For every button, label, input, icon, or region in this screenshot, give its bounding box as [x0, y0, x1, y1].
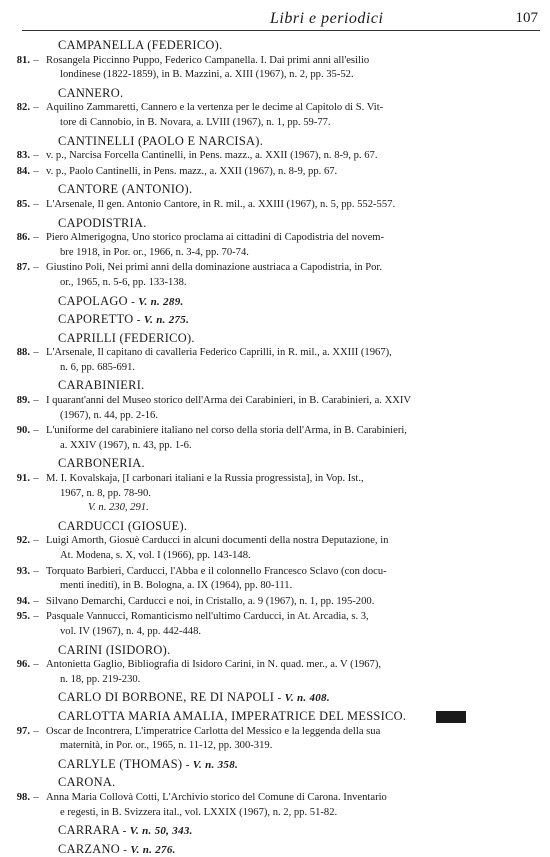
entry-line: Piero Almerigogna, Uno storico proclama ai cittadini di Capodistria del novem-: [46, 232, 385, 244]
entry-text: [42, 346, 543, 375]
entry-text: [42, 165, 543, 180]
cross-reference: - V. n. 276.: [123, 843, 176, 856]
entry-line: v. p., Paolo Cantinelli, in Pens. mazz., a. XXII (1967), n. 8-9, pp. 67.: [46, 165, 338, 177]
entry-dash: –: [33, 232, 39, 244]
entry-number: 86.: [16, 232, 30, 244]
entry-line-continued: 1967, n. 8, pp. 78-90.: [60, 487, 151, 499]
entry-number: 87.: [16, 262, 30, 274]
entry-text: [42, 610, 543, 639]
entry-number: 92.: [16, 535, 30, 547]
entry-dash: –: [33, 725, 39, 737]
entry-number: 94.: [16, 595, 30, 607]
entry-text: [42, 394, 543, 423]
bibliography-entry: [0, 725, 550, 754]
entry-text: [42, 54, 543, 83]
heading-text: CAMPANELLA (FEDERICO).: [58, 38, 223, 52]
bibliography-entry: [0, 394, 550, 423]
heading-text: CARLO DI BORBONE, RE DI NAPOLI: [58, 690, 275, 705]
black-marker: [436, 711, 466, 723]
bibliography-entry: [0, 165, 550, 180]
entry-dash: –: [33, 198, 39, 210]
entry-number: 81.: [16, 54, 30, 66]
entry-text: [42, 658, 543, 687]
entry-number: 89.: [16, 395, 30, 407]
bibliography-list: [0, 38, 550, 857]
entry-text: [42, 595, 543, 610]
entry-text: [42, 534, 543, 563]
entry-dash: –: [33, 165, 39, 177]
entry-line-continued: (1967), n. 44, pp. 2-16.: [60, 409, 158, 421]
entry-line-continued: vol. IV (1967), n. 4, pp. 442-448.: [60, 625, 202, 637]
section-heading: [0, 775, 550, 790]
section-heading: [0, 690, 550, 706]
cross-reference: - V. n. 50, 343.: [122, 825, 193, 838]
entry-number: 97.: [16, 725, 30, 737]
bibliography-entry: [0, 198, 550, 213]
heading-text: CARZANO: [58, 841, 120, 856]
heading-text: CANTORE (ANTONIO).: [58, 182, 193, 197]
entry-line-continued: londinese (1822-1859), in B. Mazzini, a. XIII (1967), n. 2, pp. 35-52.: [60, 69, 354, 81]
entry-number: 95.: [16, 611, 30, 623]
entry-dash: –: [33, 150, 39, 162]
entry-dash: –: [33, 425, 39, 437]
entry-dash: –: [33, 54, 39, 66]
entry-line: Antonietta Gaglio, Bibliografia di Isidoro Carini, in N. quad. mer., a. V (1967),: [46, 659, 382, 671]
entry-dash: –: [33, 395, 39, 407]
entry-number: 85.: [16, 198, 30, 210]
entry-text: [42, 101, 543, 130]
heading-text: CARINI (ISIDORO).: [58, 642, 171, 657]
entry-number: 88.: [16, 347, 30, 359]
heading-text: CAPRILLI (FEDERICO).: [58, 330, 195, 345]
section-heading: [0, 842, 550, 857]
entry-number: 90.: [16, 425, 30, 437]
bibliography-entry: [0, 231, 550, 260]
entry-line-continued: n. 18, pp. 219-230.: [60, 673, 141, 685]
entry-number: 93.: [16, 565, 30, 577]
section-heading: [0, 134, 550, 149]
entry-line: L'Arsenale, Il gen. Antonio Cantore, in R. mil., a. XXIII (1967), n. 5, pp. 552-557.: [46, 198, 396, 210]
entry-number: 91.: [16, 473, 30, 485]
entry-text: [42, 472, 543, 501]
entry-text: [42, 424, 543, 453]
entry-line-continued: a. XXIV (1967), n. 43, pp. 1-6.: [60, 439, 192, 451]
entry-line: v. p., Narcisa Forcella Cantinelli, in Pens. mazz., a. XXII (1967), n. 8-9, p. 67.: [46, 150, 378, 162]
entry-text: [42, 198, 543, 213]
heading-text: CAPORETTO: [58, 312, 134, 327]
section-heading: [0, 294, 550, 310]
entry-dash: –: [33, 791, 39, 803]
entry-line-continued: or., 1965, n. 5-6, pp. 133-138.: [60, 276, 187, 288]
entry-line: Pasquale Vannucci, Romanticismo nell'ultimo Carducci, in At. Arcadia, s. 3,: [46, 611, 369, 623]
bibliography-entry: [0, 346, 550, 375]
entry-line: Silvano Demarchi, Carducci e noi, in Cristallo, a. 9 (1967), n. 1, pp. 195-200.: [46, 595, 375, 607]
bibliography-entry: [0, 791, 550, 820]
entry-line-continued: maternità, in Por. or., 1965, n. 11-12, pp. 300-319.: [60, 740, 273, 752]
entry-line: Anna Maria Collovà Cotti, L'Archivio storico del Comune di Carona. Inventario: [46, 791, 387, 803]
section-heading: [0, 216, 550, 231]
entry-dash: –: [33, 535, 39, 547]
entry-dash: –: [33, 347, 39, 359]
heading-text: CARLOTTA MARIA AMALIA, IMPERATRICE DEL MESSICO.: [58, 708, 407, 723]
entry-line: Rosangela Piccinno Puppo, Federico Campanella. I. Dai primi anni all'esilio: [46, 54, 370, 66]
entry-dash: –: [33, 595, 39, 607]
heading-text: CANNERO.: [58, 85, 124, 100]
entry-text: [42, 231, 543, 260]
entry-line-continued: menti inediti), in B. Bologna, a. IX (1964), pp. 80-111.: [60, 580, 293, 592]
entry-dash: –: [33, 262, 39, 274]
entry-line-continued: e regesti, in B. Svizzera ital., vol. LXXIX (1967), n. 2, pp. 51-82.: [60, 806, 338, 818]
section-heading: [0, 86, 550, 101]
header-rule: [22, 30, 540, 31]
entry-dash: –: [33, 611, 39, 623]
section-heading: [0, 709, 550, 724]
bibliography-entry: [0, 261, 550, 290]
cross-reference: - V. n. 358.: [185, 758, 239, 771]
entry-line: M. I. Kovalskaja, [I carbonari italiani e la Russia progressista], in Vop. Ist.,: [46, 473, 364, 485]
entry-line-continued: tore di Cannobio, in B. Novara, a. LVIII (1967), n. 1, pp. 59-77.: [60, 116, 331, 128]
bibliography-entry: [0, 101, 550, 130]
entry-line: I quarant'anni del Museo storico dell'Arma dei Carabinieri, in B. Carabinieri, a. XXIV: [46, 395, 412, 407]
entry-text: [42, 565, 543, 594]
section-heading: [0, 456, 550, 471]
entry-line-continued: At. Modena, s. X, vol. I (1966), pp. 143-148.: [60, 550, 251, 561]
entry-line: Giustino Poli, Nei primi anni della dominazione austriaca a Capodistria, in Por.: [46, 262, 382, 274]
section-heading: [0, 331, 550, 346]
bibliography-entry: [0, 149, 550, 164]
section-heading: [0, 38, 550, 53]
entry-line-continued: n. 6, pp. 685-691.: [60, 361, 136, 373]
page-number: 107: [515, 10, 538, 26]
heading-text: CAPOLAGO: [58, 293, 128, 308]
section-heading: [0, 312, 550, 328]
cross-reference: - V. n. 275.: [136, 314, 190, 327]
heading-text: CARRARA: [58, 823, 120, 838]
bibliography-entry: [0, 565, 550, 594]
entry-number: 83.: [16, 150, 30, 162]
section-heading: [0, 823, 550, 839]
bibliography-entry: [0, 610, 550, 639]
heading-text: CARDUCCI (GIOSUE).: [58, 518, 188, 533]
entry-line: Torquato Barbieri, Carducci, l'Abba e il colonnello Francesco Sclavo (con docu-: [46, 565, 387, 577]
entry-number: 82.: [16, 102, 30, 114]
bibliography-entry: [0, 595, 550, 610]
entry-dash: –: [33, 102, 39, 114]
cross-reference: V. n. 230, 291.: [88, 502, 149, 514]
bibliography-entry: [0, 534, 550, 563]
heading-text: CARONA.: [58, 775, 116, 790]
section-heading: [0, 519, 550, 534]
page-header: [0, 6, 550, 30]
entry-line: L'uniforme del carabiniere italiano nel corso della storia dell'Arma, in B. Carabinieri,: [46, 425, 407, 437]
section-heading: [0, 757, 550, 773]
running-title: Libri e periodici: [270, 10, 384, 27]
heading-text: CANTINELLI (PAOLO E NARCISA).: [58, 133, 264, 148]
entry-text: [42, 149, 543, 164]
entry-line: L'Arsenale, Il capitano di cavalleria Federico Caprilli, in R. mil., a. XXIII (1967),: [46, 347, 392, 359]
heading-text: CARBONERIA.: [58, 456, 145, 471]
cross-reference: - V. n. 408.: [277, 692, 330, 705]
entry-line: Luigi Amorth, Giosuè Carducci in alcuni documenti della nostra Deputazione, in: [46, 535, 389, 547]
entry-number: 84.: [16, 165, 30, 177]
section-heading: [0, 182, 550, 197]
entry-dash: –: [33, 659, 39, 671]
section-heading: [0, 643, 550, 658]
heading-text: CARLYLE (THOMAS): [58, 756, 183, 771]
entry-number: 96.: [16, 659, 30, 671]
heading-text: CAPODISTRIA.: [58, 215, 147, 230]
entry-text: [42, 791, 543, 820]
section-heading: [0, 378, 550, 393]
bibliography-entry: [0, 472, 550, 501]
entry-dash: –: [33, 473, 39, 485]
bibliography-entry: [0, 424, 550, 453]
entry-dash: –: [33, 565, 39, 577]
entry-number: 98.: [16, 791, 30, 803]
entry-text: [42, 725, 543, 754]
heading-text: CARABINIERI.: [58, 378, 145, 393]
bibliography-entry: [0, 54, 550, 83]
entry-line: Oscar de Incontrera, L'imperatrice Carlotta del Messico e la leggenda della sua: [46, 725, 381, 737]
entry-line: Aquilino Zammaretti, Cannero e la vertenza per le decime al Capitolo di S. Vit-: [46, 102, 384, 114]
cross-reference: - V. n. 289.: [131, 295, 184, 308]
entry-text: [42, 261, 543, 290]
entry-line-continued: bre 1918, in Por. or., 1966, n. 3-4, pp. 70-74.: [60, 246, 249, 258]
bibliography-entry: [0, 658, 550, 687]
